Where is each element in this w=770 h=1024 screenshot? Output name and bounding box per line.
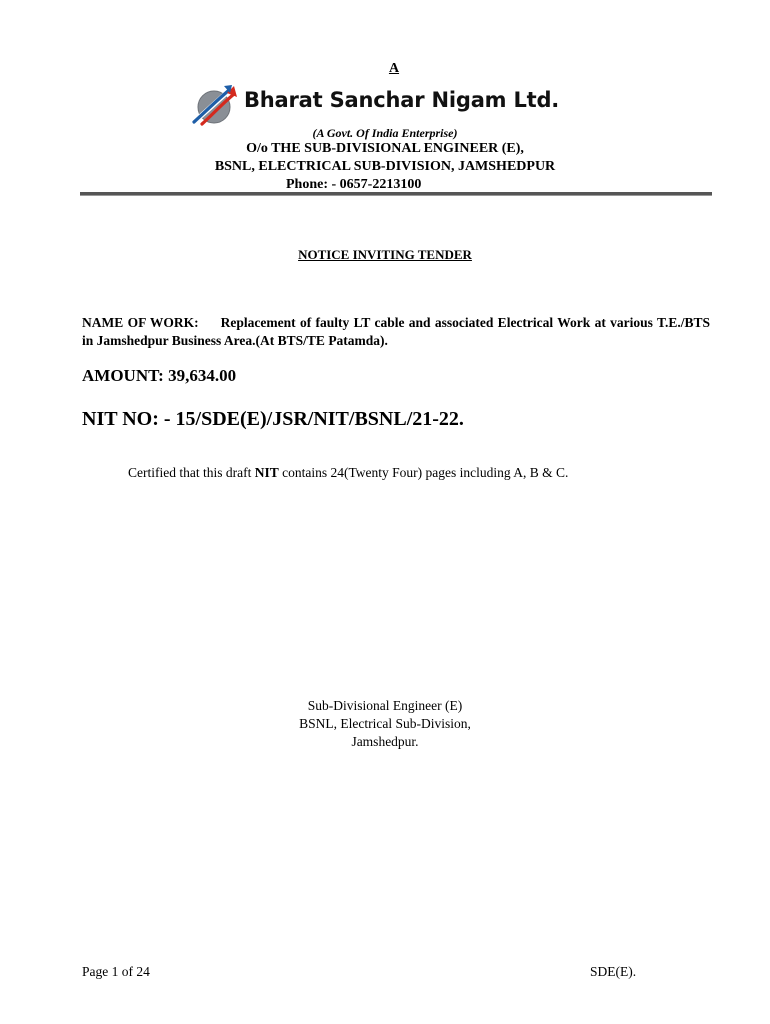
bsnl-logo-icon: [190, 82, 240, 128]
certification-suffix: contains 24(Twenty Four) pages including A, B & C.: [278, 465, 569, 480]
name-of-work-label: NAME OF WORK:: [82, 315, 199, 330]
name-of-work: [82, 314, 710, 350]
enterprise-tagline: (A Govt. Of India Enterprise): [312, 126, 458, 140]
footer-office: SDE(E).: [590, 964, 637, 979]
office-address-line2: BSNL, ELECTRICAL SUB-DIVISION, JAMSHEDPUR: [214, 159, 556, 174]
signature-office: BSNL, Electrical Sub-Division,: [299, 716, 471, 731]
company-name: Bharat Sanchar Nigam Ltd.: [244, 88, 560, 112]
certification-prefix: Certified that this draft: [128, 465, 255, 480]
tender-amount: AMOUNT: 39,634.00: [82, 366, 237, 385]
notice-title: NOTICE INVITING TENDER: [298, 247, 472, 262]
signature-designation: Sub-Divisional Engineer (E): [307, 698, 463, 713]
certification-emphasis: NIT: [254, 465, 279, 480]
page-number: Page 1 of 24: [82, 964, 150, 979]
certification-statement: [128, 465, 568, 481]
office-address-line1: O/o THE SUB-DIVISIONAL ENGINEER (E),: [246, 141, 524, 156]
header-divider: [80, 192, 712, 196]
nit-number: NIT NO: - 15/SDE(E)/JSR/NIT/BSNL/21-22.: [82, 408, 464, 430]
company-logo: [190, 82, 620, 128]
annex-letter: A: [388, 61, 400, 76]
office-phone: Phone: - 0657-2213100: [286, 177, 422, 192]
signature-location: Jamshedpur.: [351, 734, 419, 749]
signature-block: [0, 697, 770, 751]
name-of-work-description: Replacement of faulty LT cable and associated Electrical Work at various T.E./BTS in Jamshedpur Business Area.(At BTS/TE Patamda).: [82, 315, 711, 348]
